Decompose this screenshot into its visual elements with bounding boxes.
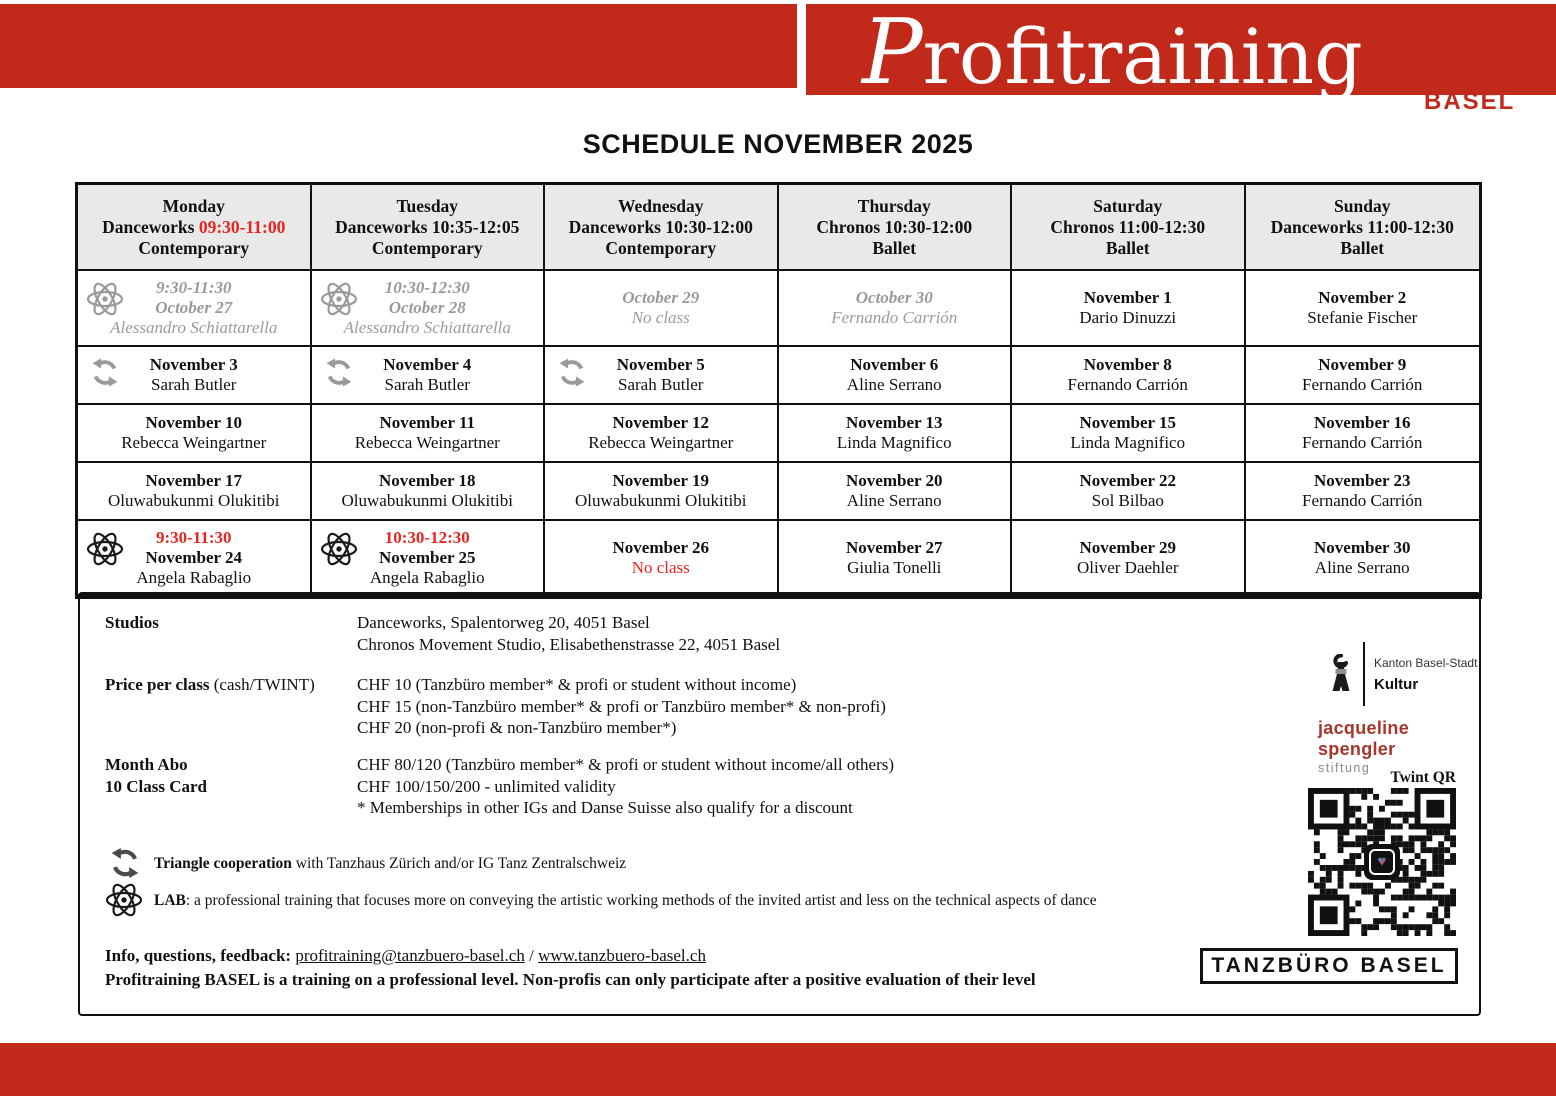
level-note: Profitraining BASEL is a training on a professional level. Non-profis can only participate after a positive evaluation of their level — [105, 970, 1036, 989]
abo-line: CHF 80/120 (Tanzbüro member* & profi or student without income/all others) — [357, 755, 895, 774]
schedule-cell: 10:30-12:30 November 25 Angela Rabaglio — [312, 521, 546, 594]
lab-icon — [85, 529, 125, 574]
schedule-cell: November 15 Linda Magnifico — [1012, 405, 1246, 463]
lab-icon — [319, 529, 359, 574]
schedule-cell: November 10 Rebecca Weingartner — [78, 405, 312, 463]
twint-qr-label: Twint QR — [1390, 769, 1456, 786]
schedule-header-thursday: Thursday Chronos 10:30-12:00 Ballet — [779, 185, 1013, 271]
logo-initial: P — [862, 0, 923, 105]
price-lines — [357, 674, 886, 739]
schedule-header-monday: Monday Danceworks 09:30-11:00 Contemporary — [78, 185, 312, 271]
abo-lines — [357, 754, 894, 819]
schedule-cell: November 11 Rebecca Weingartner — [312, 405, 546, 463]
schedule-cell: November 26 No class — [545, 521, 779, 594]
schedule-cell: November 4 Sarah Butler — [312, 347, 546, 405]
schedule-cell: November 12 Rebecca Weingartner — [545, 405, 779, 463]
contact-line: Info, questions, feedback: profitraining@tanzbuero-basel.ch / www.tanzbuero-basel.ch — [105, 946, 706, 965]
logo-rest: rofitraining — [922, 12, 1363, 101]
kanton-logo-line2: Kultur — [1374, 676, 1419, 693]
studios-label: Studios — [105, 613, 159, 632]
kanton-logo-line1: Kanton Basel-Stadt — [1374, 656, 1478, 670]
schedule-cell: November 27 Giulia Tonelli — [779, 521, 1013, 594]
schedule-cell: November 3 Sarah Butler — [78, 347, 312, 405]
schedule-cell: November 1 Dario Dinuzzi — [1012, 271, 1246, 347]
schedule-cell: 9:30-11:30 November 24 Angela Rabaglio — [78, 521, 312, 594]
banner-red-strip — [0, 4, 797, 88]
spengler-stiftung: stiftung — [1318, 761, 1371, 775]
cycle-icon — [325, 359, 353, 392]
tanzbuero-basel-logo: TANZBÜRO BASEL — [1200, 948, 1458, 984]
price-line: CHF 20 (non-profi & non-Tanzbüro member*) — [357, 718, 677, 737]
schedule-cell: November 30 Aline Serrano — [1246, 521, 1480, 594]
schedule-cell: November 9 Fernando Carrión — [1246, 347, 1480, 405]
price-line: CHF 10 (Tanzbüro member* & profi or student without income) — [357, 675, 797, 694]
basel-crest-icon — [1326, 654, 1356, 705]
bottom-red-band — [0, 1043, 1556, 1096]
schedule-header-sunday: Sunday Danceworks 11:00-12:30 Ballet — [1246, 185, 1480, 271]
studio-address: Chronos Movement Studio, Elisabethenstrasse 22, 4051 Basel — [357, 634, 781, 654]
abo-line: * Memberships in other IGs and Danse Suisse also qualify for a discount — [357, 798, 853, 817]
lab-icon — [85, 279, 125, 324]
cycle-icon — [110, 848, 140, 883]
schedule-cell: November 22 Sol Bilbao — [1012, 463, 1246, 521]
lab-icon — [104, 880, 144, 925]
schedule-cell: November 6 Aline Serrano — [779, 347, 1013, 405]
schedule-cell: November 19 Oluwabukunmi Olukitibi — [545, 463, 779, 521]
schedule-cell: November 20 Aline Serrano — [779, 463, 1013, 521]
schedule-cell: November 8 Fernando Carrión — [1012, 347, 1246, 405]
schedule-cell: October 29 No class — [545, 271, 779, 347]
class-card-label: 10 Class Card — [105, 777, 208, 796]
info-box — [78, 592, 1481, 1016]
schedule-header-tuesday: Tuesday Danceworks 10:35-12:05 Contemporary — [312, 185, 546, 271]
price-line: CHF 15 (non-Tanzbüro member* & profi or Tanzbüro member* & non-profi) — [357, 696, 886, 716]
cycle-icon — [558, 359, 586, 392]
abo-labels — [105, 754, 207, 798]
schedule-cell: November 5 Sarah Butler — [545, 347, 779, 405]
studio-address: Danceworks, Spalentorweg 20, 4051 Basel — [357, 613, 650, 632]
schedule-cell: 10:30-12:30 October 28 Alessandro Schiattarella — [312, 271, 546, 347]
legend-lab: LAB: a professional training that focuses more on conveying the artistic working methods of the invited artist and less on the technical aspects of dance — [154, 892, 1097, 909]
spengler-name: jacqueline spengler — [1318, 718, 1410, 759]
schedule-header-saturday: Saturday Chronos 11:00-12:30 Ballet — [1012, 185, 1246, 271]
schedule-cell: November 29 Oliver Daehler — [1012, 521, 1246, 594]
schedule-cell: November 16 Fernando Carrión — [1246, 405, 1480, 463]
kanton-logo-divider — [1363, 642, 1365, 706]
month-abo-label: Month Abo — [105, 755, 188, 774]
schedule-cell: November 23 Fernando Carrión — [1246, 463, 1480, 521]
twint-logo-icon: ♥ — [1364, 844, 1400, 880]
twint-qr-code — [1308, 788, 1456, 936]
price-label: Price per class (cash/TWINT) — [105, 675, 315, 694]
website-link[interactable]: www.tanzbuero-basel.ch — [538, 946, 706, 965]
abo-line: CHF 100/150/200 - unlimited validity — [357, 776, 616, 796]
cycle-icon — [91, 359, 119, 392]
schedule-cell: November 18 Oluwabukunmi Olukitibi — [312, 463, 546, 521]
profitraining-logo — [862, 0, 1363, 105]
legend-cycle: Triangle cooperation with Tanzhaus Zürich and/or IG Tanz Zentralschweiz — [154, 855, 627, 872]
studios-lines — [357, 612, 780, 655]
schedule-table — [75, 182, 1482, 599]
schedule-cell: November 17 Oluwabukunmi Olukitibi — [78, 463, 312, 521]
schedule-cell: October 30 Fernando Carrión — [779, 271, 1013, 347]
page-title: SCHEDULE NOVEMBER 2025 — [582, 129, 974, 159]
schedule-cell: November 2 Stefanie Fischer — [1246, 271, 1480, 347]
basel-logo-text: BASEL — [1424, 88, 1516, 115]
email-link[interactable]: profitraining@tanzbuero-basel.ch — [295, 946, 525, 965]
schedule-cell: 9:30-11:30 October 27 Alessandro Schiattarella — [78, 271, 312, 347]
schedule-header-wednesday: Wednesday Danceworks 10:30-12:00 Contemporary — [545, 185, 779, 271]
lab-icon — [319, 279, 359, 324]
schedule-cell: November 13 Linda Magnifico — [779, 405, 1013, 463]
spengler-logo — [1318, 718, 1479, 775]
